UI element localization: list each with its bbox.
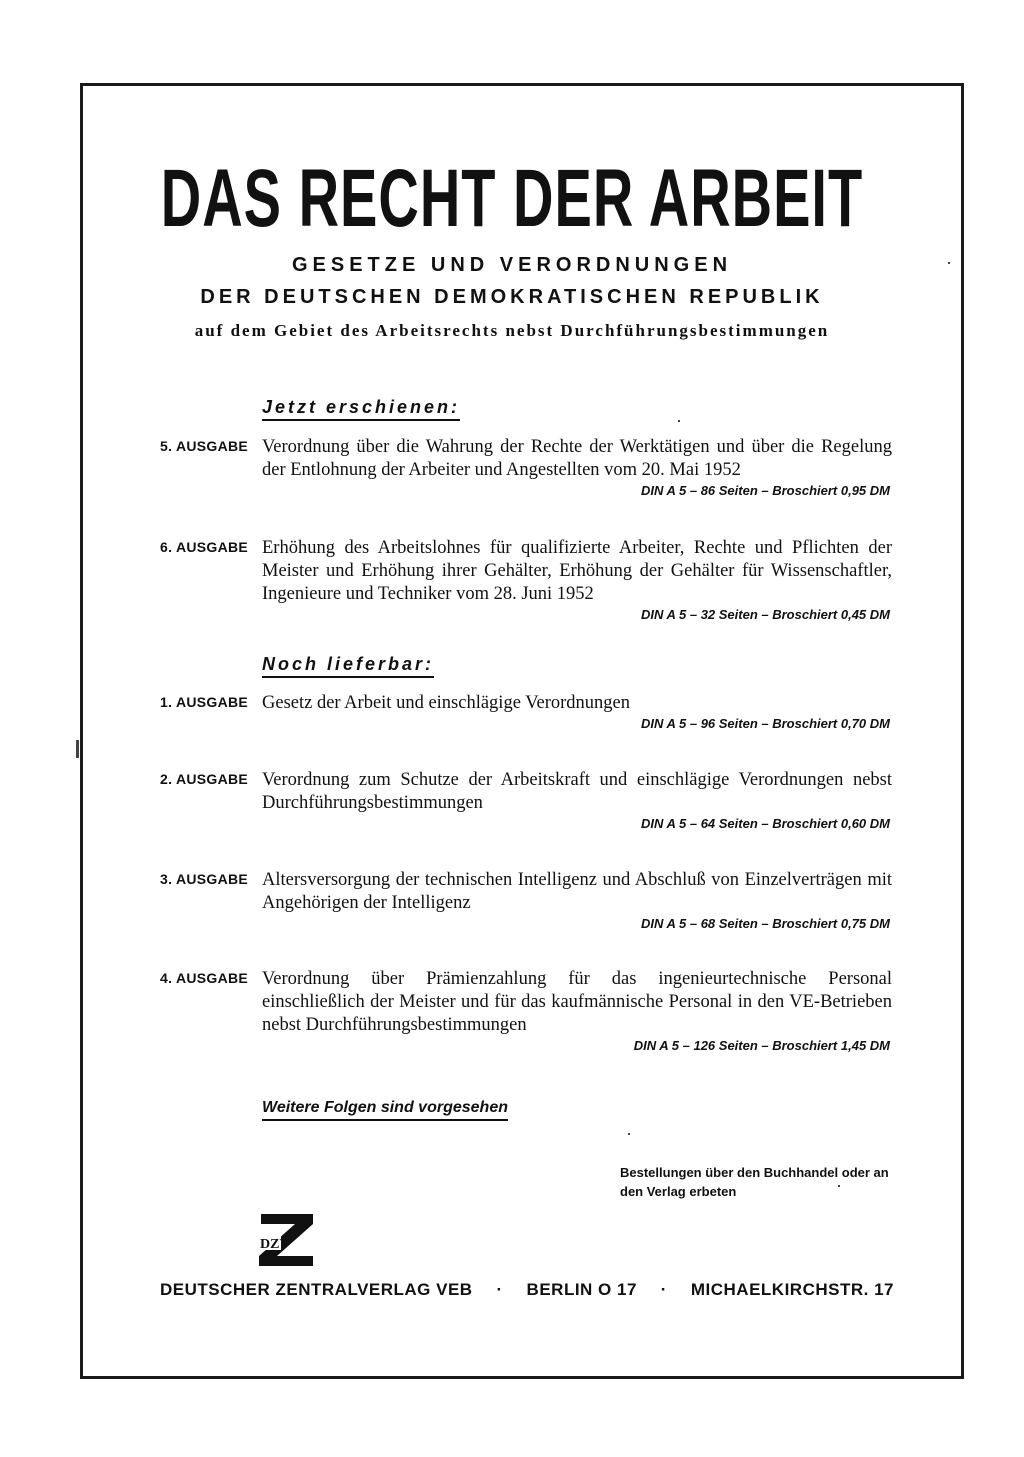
edition-spec: DIN A 5 – 64 Seiten – Broschiert 0,60 DM xyxy=(640,816,890,831)
scan-speck xyxy=(948,262,950,264)
edition-spec: DIN A 5 – 32 Seiten – Broschiert 0,45 DM xyxy=(640,607,890,622)
edition-description: Altersversorgung der technischen Intelligenz und Abschluß von Einzelverträgen mit Angehörigen der Intelligenz xyxy=(262,870,892,913)
list-item xyxy=(160,436,894,498)
order-note: Bestellungen über den Buchhandel oder an den Verlag erbeten xyxy=(620,1165,889,1199)
publisher-city: BERLIN O 17 xyxy=(526,1280,637,1299)
scan-speck xyxy=(76,740,79,758)
edition-description: Verordnung über Prämienzahlung für das ingenieurtechnische Personal einschließlich der Meister und für das kaufmännische Personal in den VE-Betrieben nebst Durchführungsbestimmungen xyxy=(262,969,892,1035)
list-item xyxy=(160,968,894,1053)
edition-label: 6. AUSGABE xyxy=(160,539,249,555)
separator: · xyxy=(660,1280,667,1299)
edition-spec: DIN A 5 – 68 Seiten – Broschiert 0,75 DM xyxy=(640,916,890,931)
closing-note: Weitere Folgen sind vorgesehen xyxy=(262,1099,508,1121)
list-item xyxy=(160,692,894,731)
separator: · xyxy=(496,1280,503,1299)
edition-spec: DIN A 5 – 96 Seiten – Broschiert 0,70 DM xyxy=(640,716,890,731)
logo-text: DZV xyxy=(260,1237,290,1252)
edition-description: Erhöhung des Arbeitslohnes für qualifizierte Arbeiter, Rechte und Pflichten der Meister und Erhöhung ihrer Gehälter, Erhöhung der Gehälter für Wissenschaftler, Ingenieure und Techniker vom 28. Juni 1952 xyxy=(262,538,892,604)
publisher-line xyxy=(160,1280,894,1300)
scan-speck xyxy=(838,1185,840,1187)
edition-spec: DIN A 5 – 86 Seiten – Broschiert 0,95 DM xyxy=(640,483,890,498)
edition-label: 5. AUSGABE xyxy=(160,438,249,454)
list-item xyxy=(160,869,894,931)
section-heading-available: Noch lieferbar: xyxy=(262,654,434,678)
section-heading-new: Jetzt erschienen: xyxy=(262,397,460,421)
page-title: DAS RECHT DER ARBEIT xyxy=(160,152,864,244)
edition-description: Gesetz der Arbeit und einschlägige Verordnungen xyxy=(262,693,631,713)
list-item xyxy=(160,769,894,831)
edition-label: 3. AUSGABE xyxy=(160,871,249,887)
edition-spec: DIN A 5 – 126 Seiten – Broschiert 1,45 DM xyxy=(633,1038,890,1053)
subtitle-line-1: GESETZE UND VERORDNUNGEN xyxy=(291,254,733,276)
publisher-logo-icon xyxy=(255,1210,317,1270)
edition-description: Verordnung über die Wahrung der Rechte der Werktätigen und über die Regelung der Entlohnung der Arbeiter und Angestellten vom 20. Mai 1952 xyxy=(262,437,892,480)
edition-label: 4. AUSGABE xyxy=(160,970,249,986)
publisher-street: MICHAELKIRCHSTR. 17 xyxy=(690,1280,894,1299)
list-item xyxy=(160,537,894,622)
publisher-name: DEUTSCHER ZENTRALVERLAG VEB xyxy=(160,1280,473,1299)
scan-speck xyxy=(678,420,680,422)
subtitle-line-3: auf dem Gebiet des Arbeitsrechts nebst Durchführungsbestimmungen xyxy=(194,321,830,340)
edition-description: Verordnung zum Schutze der Arbeitskraft und einschlägige Verordnungen nebst Durchführungsbestimmungen xyxy=(262,770,892,813)
edition-label: 2. AUSGABE xyxy=(160,771,249,787)
edition-label: 1. AUSGABE xyxy=(160,694,249,710)
subtitle-line-2: DER DEUTSCHEN DEMOKRATISCHEN REPUBLIK xyxy=(200,286,824,308)
scan-speck xyxy=(628,1133,630,1135)
